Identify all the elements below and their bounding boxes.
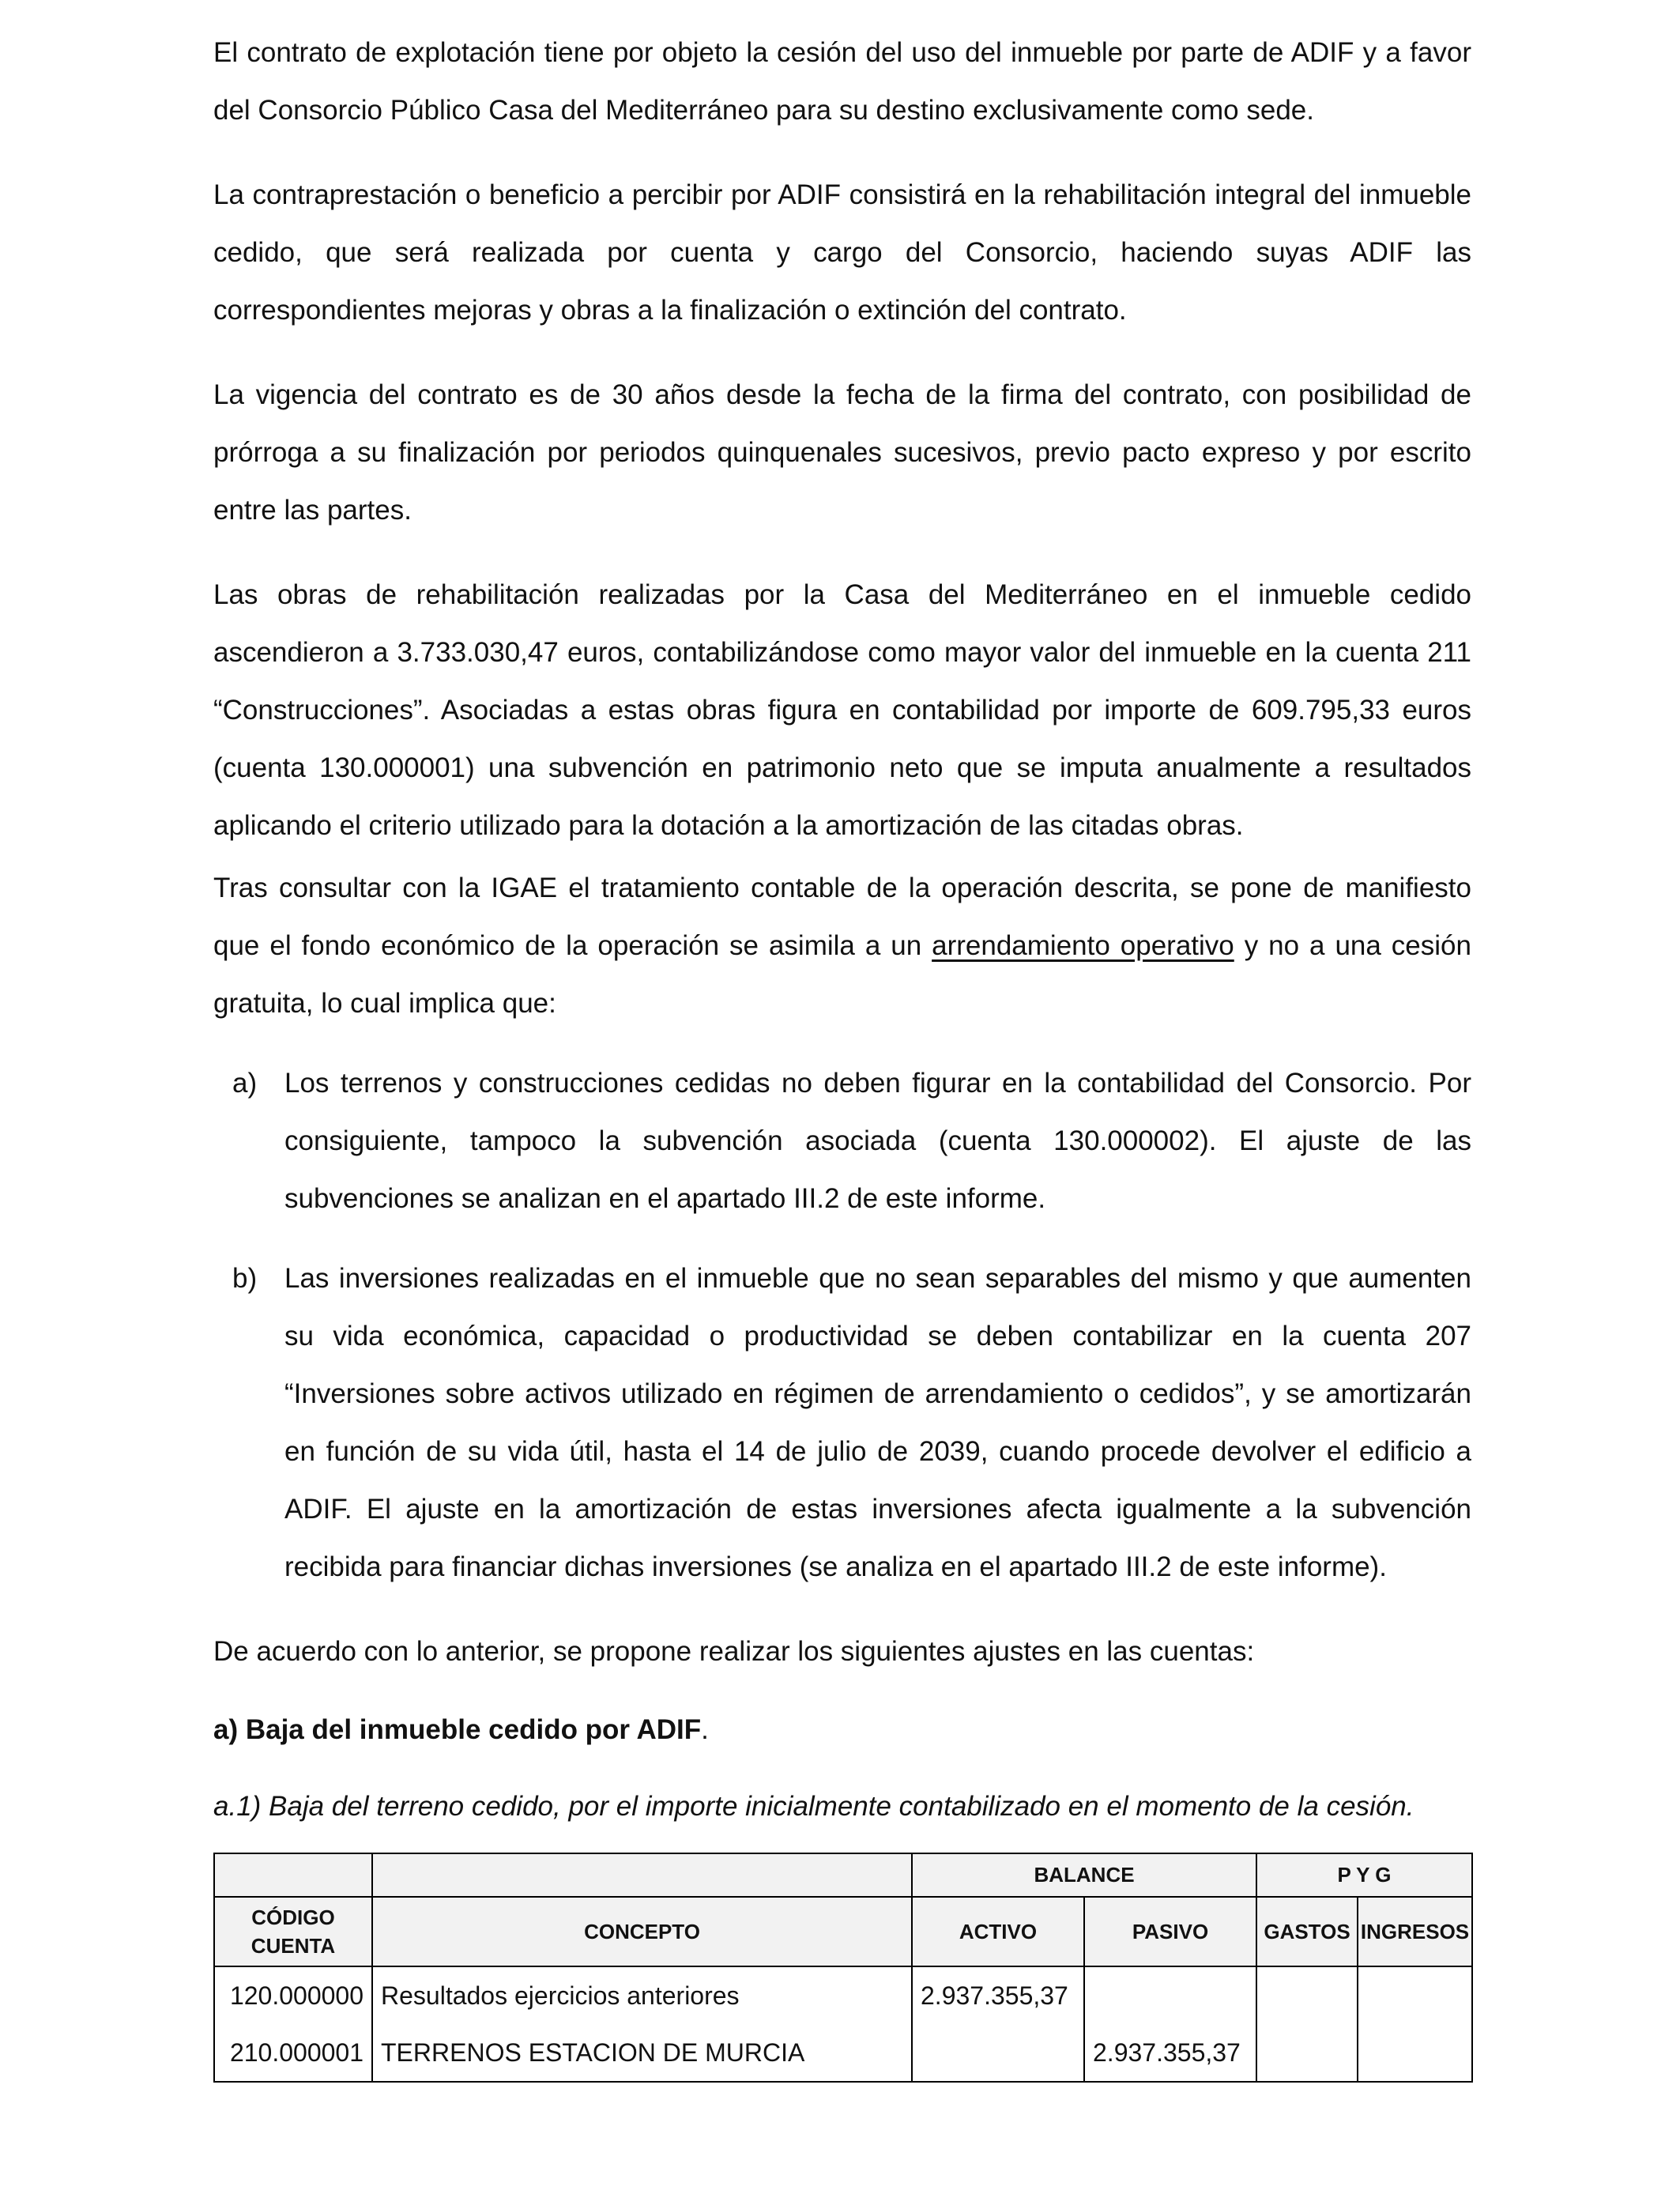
paragraph-contract-object: El contrato de explotación tiene por objeto la cesión del uso del inmueble por parte de ADIF y a favor del Consorcio Público Casa del Mediterráneo para su destino exclusivamente como sede.: [213, 37, 1471, 126]
igae-text-before: Tras consultar con la IGAE el tratamiento contable de la operación descrita, se pone de manifiesto que el fondo económico de la operación se asimila a un: [213, 873, 1471, 961]
cell-pasivo: 2.937.355,37: [1084, 2024, 1256, 2082]
header-balance: BALANCE: [912, 1853, 1256, 1897]
table-group-header-row: [214, 1853, 1472, 1897]
table-column-header-row: [214, 1897, 1472, 1966]
paragraph-rehabilitation-works: Las obras de rehabilitación realizadas por la Casa del Mediterráneo en el inmueble cedido ascendieron a 3.733.030,47 euros, contabilizándose como mayor valor del inmueble en la cuenta 211 “Construcciones”. Asociadas a estas obras figura en contabilidad por importe de 609.795,33 euros (cuenta 130.000001) una subvención en patrimonio neto que se imputa anualmente a resultados aplicando el criterio utilizado para la dotación a la amortización de las citadas obras.: [213, 579, 1471, 841]
cell-concept: TERRENOS ESTACION DE MURCIA: [372, 2024, 912, 2082]
document-page: [213, 24, 1471, 2083]
implications-list: [213, 1054, 1471, 1596]
cell-ingresos: [1358, 2024, 1472, 2082]
header-activo: ACTIVO: [912, 1897, 1084, 1966]
operating-lease-term: arrendamiento operativo: [932, 930, 1234, 961]
header-pasivo: PASIVO: [1084, 1897, 1256, 1966]
paragraph-consideration: La contraprestación o beneficio a percibir por ADIF consistirá en la rehabilitación integral del inmueble cedido, que será realizada por cuenta y cargo del Consorcio, haciendo suyas ADIF las correspondientes mejoras y obras a la finalización o extinción del contrato.: [213, 179, 1471, 326]
section-heading-a-text: a) Baja del inmueble cedido por ADIF: [213, 1714, 702, 1745]
header-pyg: P Y G: [1256, 1853, 1472, 1897]
cell-gastos: [1256, 2024, 1358, 2082]
header-empty-cell: [214, 1853, 372, 1897]
paragraph-proposal: De acuerdo con lo anterior, se propone realizar los siguientes ajustes en las cuentas:: [213, 1636, 1255, 1667]
cell-concept: Resultados ejercicios anteriores: [372, 1966, 912, 2024]
list-item-text: Los terrenos y construcciones cedidas no deben figurar en la contabilidad del Consorcio. Por consiguiente, tampoco la subvención asociada (cuenta 130.000002). El ajuste de las subvenciones se analizan en el apartado III.2 de este informe.: [284, 1068, 1471, 1214]
header-empty-cell: [372, 1853, 912, 1897]
header-account-code: CÓDIGO CUENTA: [214, 1897, 372, 1966]
section-heading-a-period: .: [701, 1714, 709, 1745]
header-concept: CONCEPTO: [372, 1897, 912, 1966]
table-row: [214, 2024, 1472, 2082]
cell-gastos: [1256, 1966, 1358, 2024]
cell-account-code: 120.000000: [214, 1966, 372, 2024]
table-row: [214, 1966, 1472, 2024]
cell-ingresos: [1358, 1966, 1472, 2024]
cell-activo: 2.937.355,37: [912, 1966, 1084, 2024]
section-heading-a: [213, 1701, 1471, 1759]
accounting-adjustment-table: [213, 1853, 1473, 2083]
igae-text-after: y no a una cesión gratuita, lo cual implica que:: [213, 930, 1471, 1019]
list-item-text: Las inversiones realizadas en el inmueble que no sean separables del mismo y que aumenten su vida económica, capacidad o productividad se deben contabilizar en la cuenta 207 “Inversiones sobre activos utilizado en régimen de arrendamiento o cedidos”, y se amortizarán en función de su vida útil, hasta el 14 de julio de 2039, cuando procede devolver el edificio a ADIF. El ajuste en la amortización de estas inversiones afecta igualmente a la subvención recibida para financiar dichas inversiones (se analiza en el apartado III.2 de este informe).: [284, 1263, 1471, 1582]
list-item: [213, 1054, 1471, 1227]
paragraph-igae-consultation: [213, 859, 1471, 1032]
subsection-heading-a1: a.1) Baja del terreno cedido, por el importe inicialmente contabilizado en el momento de la cesión.: [213, 1791, 1414, 1822]
header-ingresos: INGRESOS: [1358, 1897, 1472, 1966]
cell-pasivo: [1084, 1966, 1256, 2024]
header-gastos: GASTOS: [1256, 1897, 1358, 1966]
cell-activo: [912, 2024, 1084, 2082]
cell-account-code: 210.000001: [214, 2024, 372, 2082]
list-marker: a): [232, 1068, 258, 1099]
paragraph-validity: La vigencia del contrato es de 30 años desde la fecha de la firma del contrato, con posibilidad de prórroga a su finalización por periodos quinquenales sucesivos, previo pacto expreso y por escrito entre las partes.: [213, 379, 1471, 526]
list-item: [213, 1250, 1471, 1596]
list-marker: b): [232, 1263, 258, 1294]
